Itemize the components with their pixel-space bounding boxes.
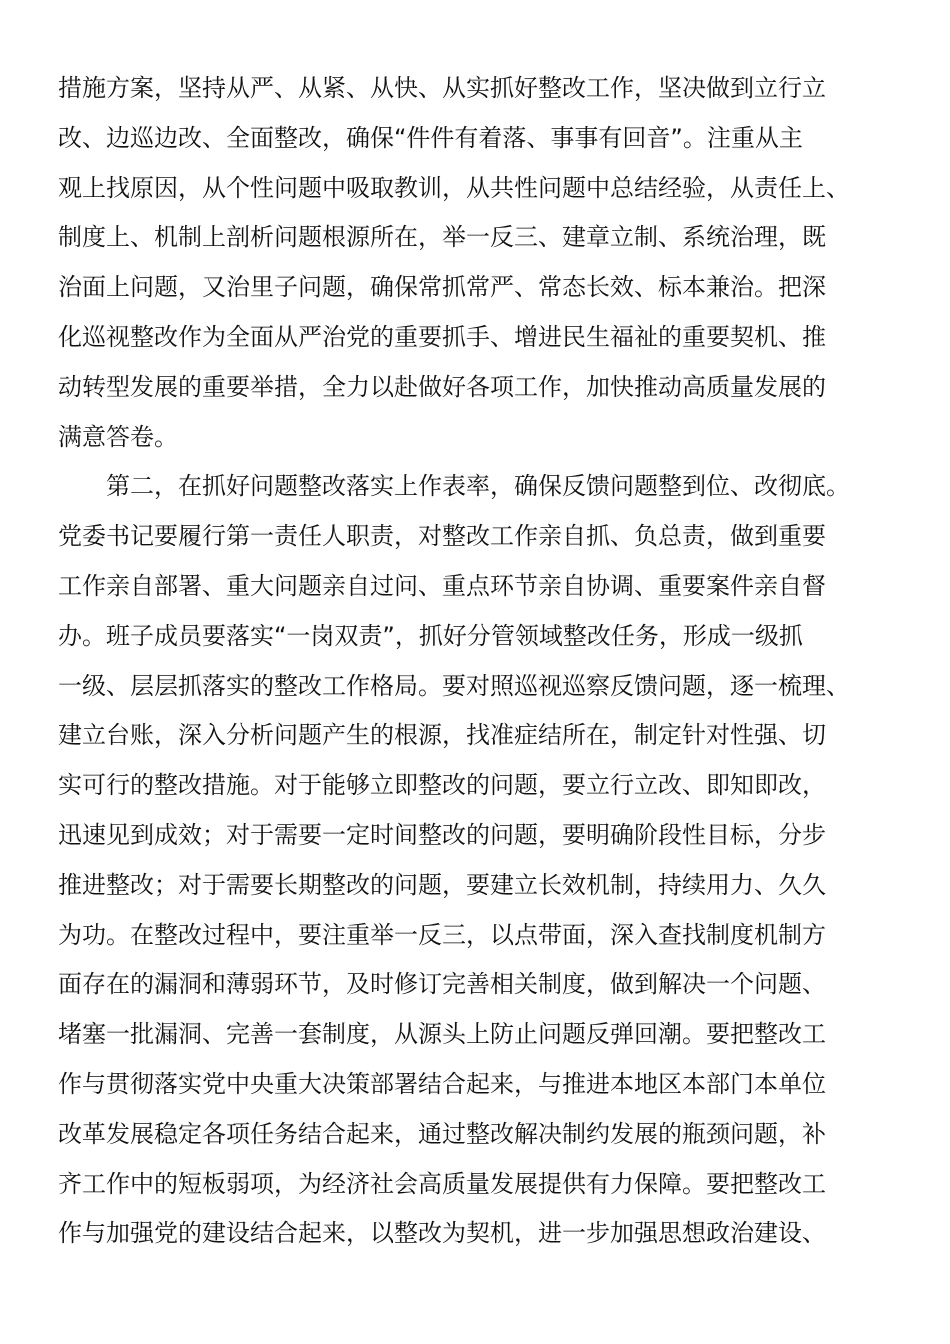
text-line: 为功。在整改过程中，要注重举一反三，以点带面，深入查找制度机制方	[58, 920, 826, 949]
paragraph-2	[58, 462, 890, 1259]
text-line: 迅速见到成效；对于需要一定时间整改的问题，要明确阶段性目标，分步	[58, 820, 826, 849]
text-line: 一级、层层抓落实的整改工作格局。要对照巡视巡察反馈问题，逐一梳理、	[58, 671, 850, 700]
text-line: 作与贯彻落实党中央重大决策部署结合起来，与推进本地区本部门本单位	[58, 1069, 826, 1098]
text-line: 改革发展稳定各项任务结合起来，通过整改解决制约发展的瓶颈问题，补	[58, 1119, 826, 1148]
text-line: 满意答卷。	[58, 422, 178, 451]
text-line: 推进整改；对于需要长期整改的问题，要建立长效机制，持续用力、久久	[58, 870, 826, 899]
text-line: 办。班子成员要落实“一岗双责”，抓好分管领域整改任务，形成一级抓	[58, 621, 803, 650]
text-line: 工作亲自部署、重大问题亲自过问、重点环节亲自协调、重要案件亲自督	[58, 571, 826, 600]
text-line: 建立台账，深入分析问题产生的根源，找准症结所在，制定针对性强、切	[58, 721, 826, 750]
text-line: 观上找原因，从个性问题中吸取教训，从共性问题中总结经验，从责任上、	[58, 173, 850, 202]
text-line: 实可行的整改措施。对于能够立即整改的问题，要立行立改、即知即改，	[58, 771, 826, 800]
text-line: 治面上问题，又治里子问题，确保常抓常严、常态长效、标本兼治。把深	[58, 273, 826, 302]
text-line: 制度上、机制上剖析问题根源所在，举一反三、建章立制、系统治理，既	[58, 223, 826, 252]
text-line: 化巡视整改作为全面从严治党的重要抓手、增进民生福祉的重要契机、推	[58, 322, 826, 351]
text-line: 措施方案，坚持从严、从紧、从快、从实抓好整改工作，坚决做到立行立	[58, 74, 826, 102]
text-line: 动转型发展的重要举措，全力以赴做好各项工作，加快推动高质量发展的	[58, 372, 826, 401]
paragraph-1	[58, 64, 890, 462]
paragraph-heading-line: 第二，在抓好问题整改落实上作表率，确保反馈问题整到位、改彻底。	[106, 472, 850, 501]
text-line: 党委书记要履行第一责任人职责，对整改工作亲自抓、负总责，做到重要	[58, 522, 826, 551]
text-line: 堵塞一批漏洞、完善一套制度，从源头上防止问题反弹回潮。要把整改工	[58, 1020, 826, 1049]
text-line: 改、边巡边改、全面整改，确保“件件有着落、事事有回音”。注重从主	[58, 123, 803, 152]
text-line: 面存在的漏洞和薄弱环节，及时修订完善相关制度，做到解决一个问题、	[58, 970, 826, 999]
document-page	[58, 64, 890, 1259]
text-line: 作与加强党的建设结合起来，以整改为契机，进一步加强思想政治建设、	[58, 1219, 826, 1248]
text-line: 齐工作中的短板弱项，为经济社会高质量发展提供有力保障。要把整改工	[58, 1169, 826, 1198]
